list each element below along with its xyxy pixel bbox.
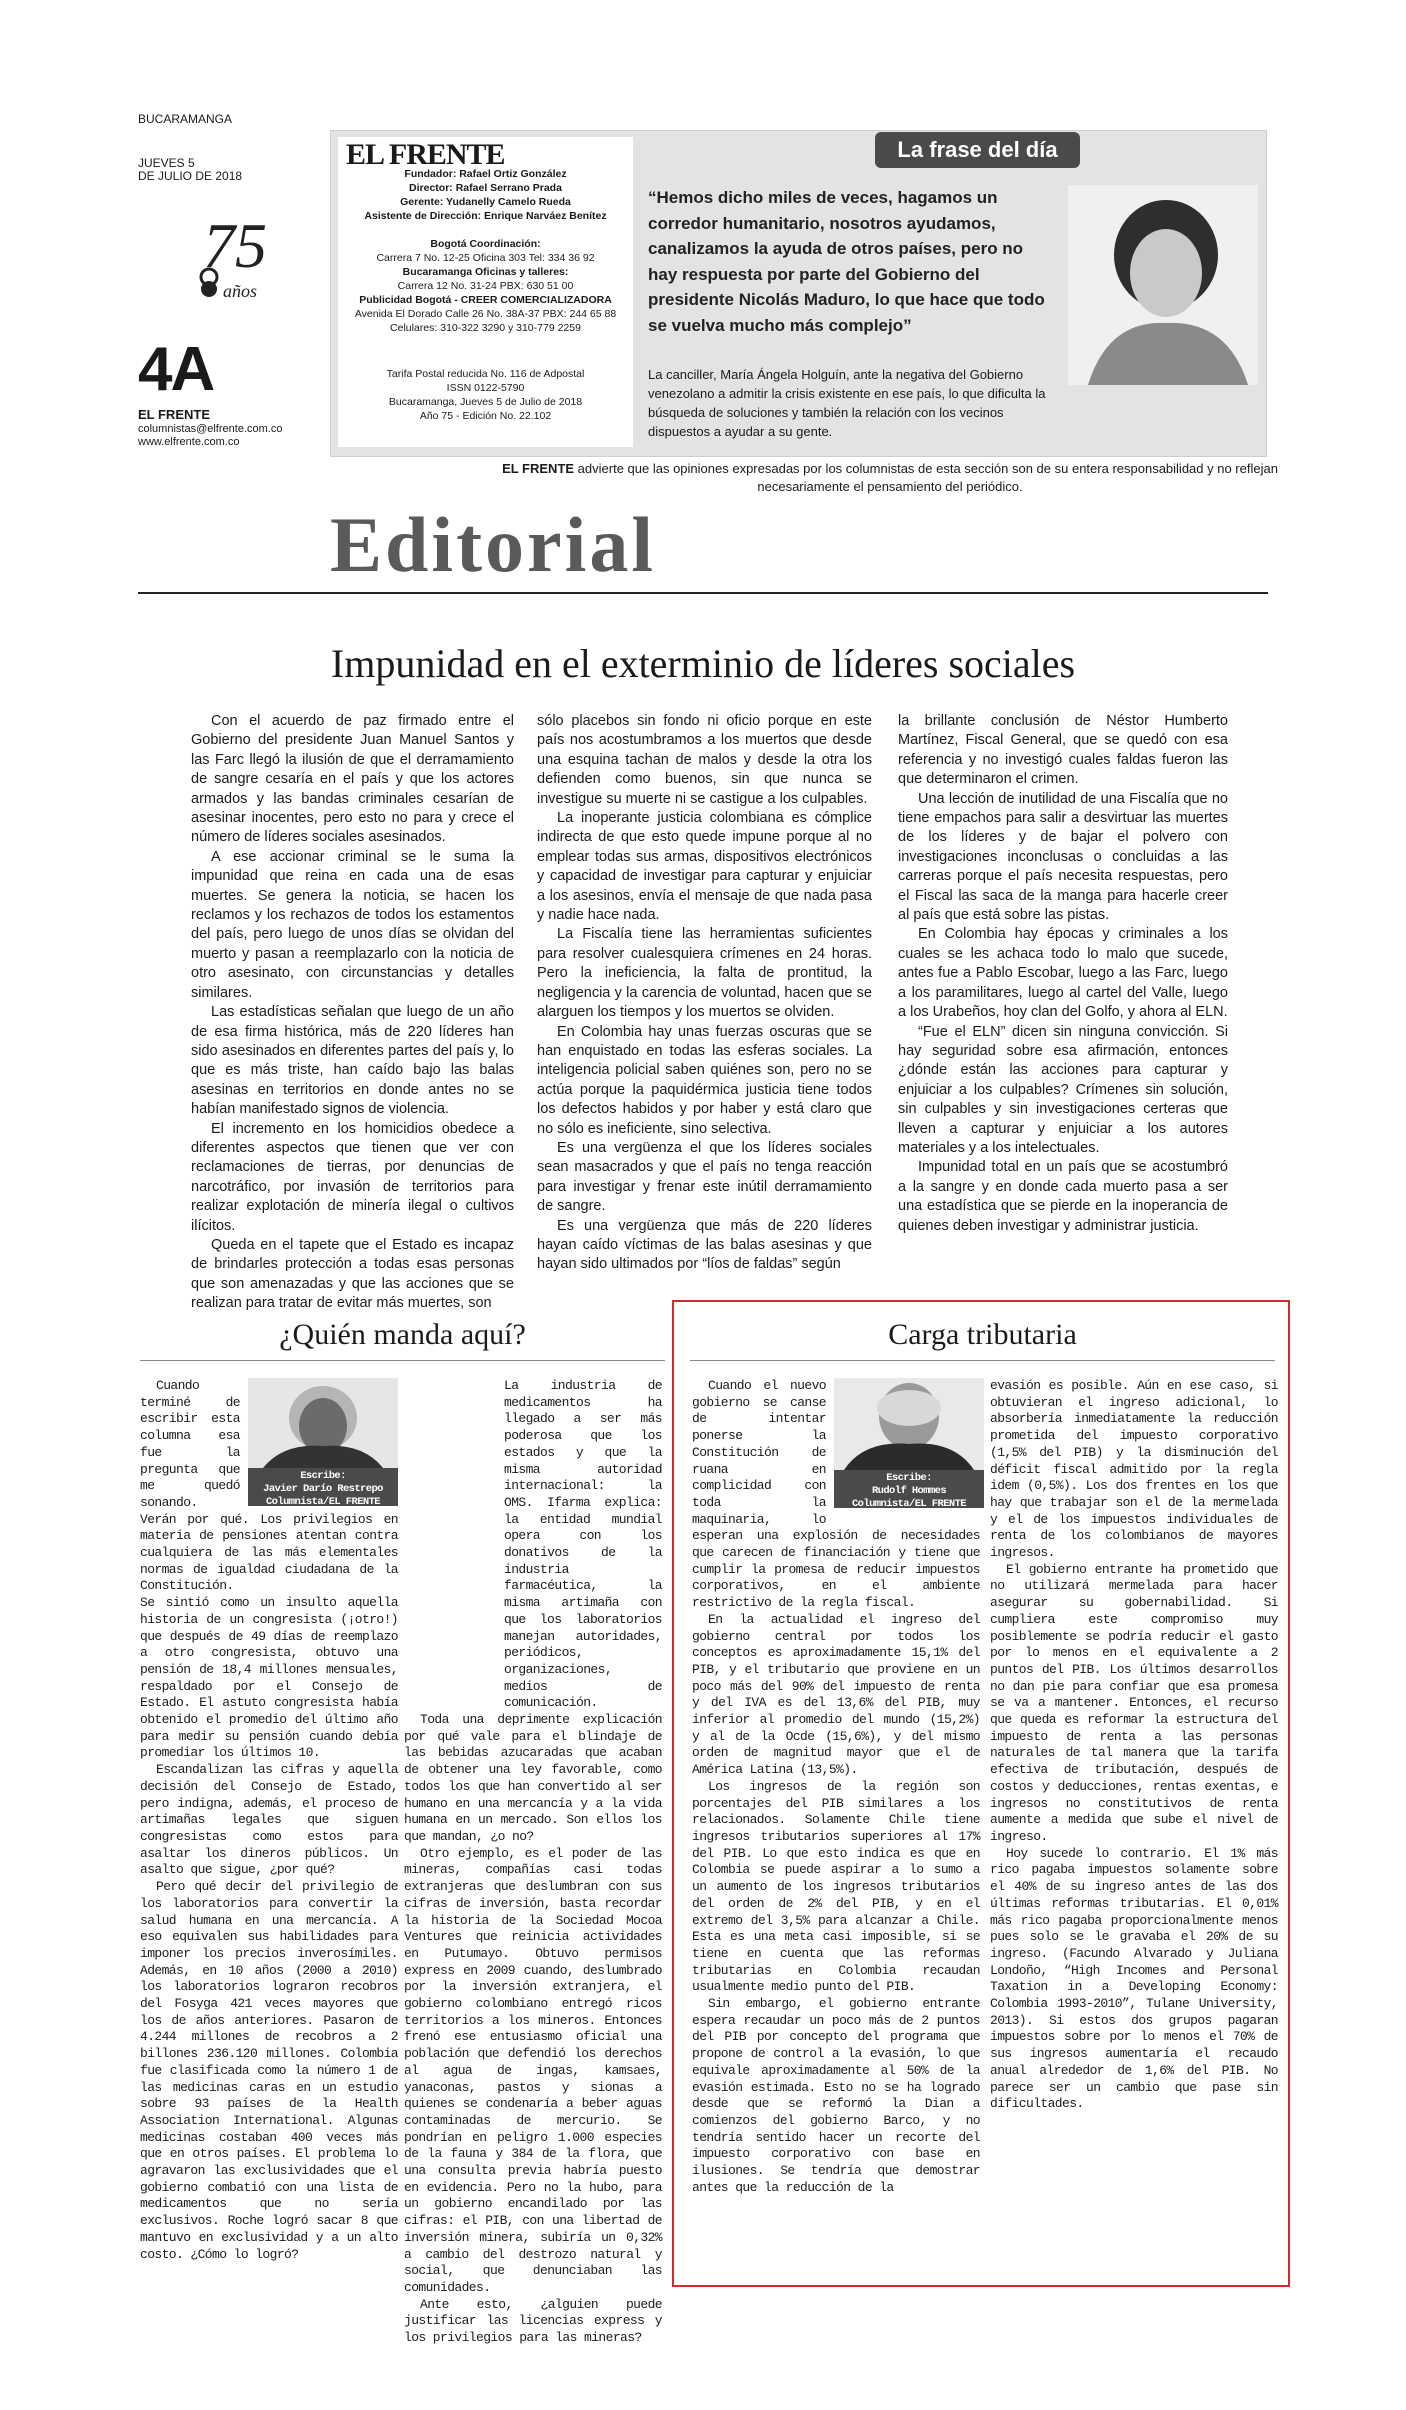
- paragraph: Es una vergüenza el que los líderes sociales sean masacrados y que el país no tenga reacción para investigar y frenar este inútil derramamiento de sangre.: [537, 1139, 872, 1215]
- section-rule: [138, 592, 1268, 594]
- publicity-address: Avenida El Dorado Calle 26 No. 38A-37 PBX: 244 65 88: [354, 308, 617, 320]
- anniversary-number: 75: [203, 210, 267, 281]
- author-photo: [834, 1378, 984, 1470]
- author-photo-box: [834, 1378, 984, 1508]
- author-photo: [248, 1378, 398, 1468]
- phones: Celulares: 310-322 3290 y 310-779 2259: [390, 322, 581, 334]
- staff-box: [338, 137, 633, 447]
- left-article-column-2: [404, 1378, 662, 2347]
- right-article-column-2: [990, 1378, 1278, 2113]
- paragraph: A ese accionar criminal se le suma la impunidad que reina en cada una de esas muertes. Se genera la noticia, se hacen los reclamos y los rechazos de todos los estamentos del país, pero luego de unos días se olvidan del muerto y pasan a reemplazarlo con la noticia de otro asesinato, con circunstancias y detalles similares.: [191, 848, 514, 1001]
- author-role: Columnista/EL FRENTE: [265, 1496, 381, 1508]
- left-article-column-1: [140, 1378, 398, 2263]
- website-link[interactable]: www.elfrente.com.co: [138, 436, 240, 448]
- title-rule: [690, 1360, 1275, 1361]
- disclaimer-paper: EL FRENTE: [502, 461, 575, 476]
- staff-manager: Gerente: Yudanelly Camelo Rueda: [400, 196, 571, 208]
- paragraph: La Fiscalía tiene las herramientas suficientes para resolver cualesquiera crímenes en 24 horas. Pero la ineficiencia, la falta de prontitud, la negligencia y la carencia de voluntad, hacen que se alarguen los tiempos y los muertos se olviden.: [537, 926, 872, 1021]
- column-title-left: ¿Quién manda aquí?: [279, 1318, 526, 1351]
- anniversary-word: años: [223, 281, 258, 301]
- section-title: Editorial: [330, 501, 657, 588]
- author-role: Columnista/EL FRENTE: [851, 1498, 967, 1510]
- disclaimer: [490, 460, 1290, 496]
- paragraph: Escandalizan las cifras y aquella decisión del Consejo de Estado, pero indigna, además, el proceso de artimañas legales que siguen congresistas como estos para asaltar los dineros públicos. Un asalto que sigue, ¿por qué?: [140, 1762, 398, 1878]
- title-rule: [140, 1360, 665, 1361]
- tarifa: Tarifa Postal reducida No. 116 de Adpostal: [386, 368, 585, 380]
- date-line2: DE JULIO DE 2018: [138, 169, 243, 183]
- contact-block: [138, 423, 282, 449]
- author-prefix: Escribe:: [300, 1470, 346, 1482]
- paragraph: evasión es posible. Aún en ese caso, si obtuvieran el ingreso adicional, lo absorbería inmediatamente la reducción prometida del impuesto corporativo (1,5% del PIB) y la disminución del déficit fiscal admitido por la regla idem (0,5%). Los dos frentes en los que hay que trabajar son el de la mermelada y el de los impuestos individuales de renta de los colombianos de mayores ingresos.: [990, 1378, 1278, 1561]
- paragraph: la brillante conclusión de Néstor Humberto Martínez, Fiscal General, que se quedó con esa referencia y no investigó cuales faldas fueron las que determinaron el crimen.: [898, 713, 1228, 788]
- paragraph: Pero qué decir del privilegio de los laboratorios para convertir la salud humana en una mercancía. A eso equivalen sus habilidades para imponer los precios inverosímiles. Además, en 10 años (2000 a 2010) los laboratorios lograron recobros del Fosyga 421 veces mayores que los de años anteriores. Pasaron de 4.244 millones de recobros a 2 billones 236.120 millones. Colombia fue clasificada como la número 1 de las medicinas caras en un estudio sobre 93 países de la Health Association International. Algunas medicinas costaban 400 veces más que en otros países. El problema lo agravaron las exclusividades que el gobierno combatió con una lista de medicamentos que no sería exclusivos. Roche logró sacar 8 que mantuvo en exclusividad y a un alto costo. ¿Cómo lo logró?: [140, 1879, 398, 2262]
- staff-director: Director: Rafael Serrano Prada: [409, 182, 562, 194]
- email-link[interactable]: columnistas@elfrente.com.co: [138, 423, 283, 435]
- disclaimer-text: advierte que las opiniones expresadas por los columnistas de esta sección son de su entera responsabilidad y no reflejan necesariamente el pensamiento del periódico.: [574, 461, 1278, 494]
- paragraph: Los ingresos de la región son porcentajes del PIB similares a los relacionados. Solamente Chile tiene ingresos tributarios superiores al 17% del PIB. Lo que esto indica es que en Colombia se puede aspirar a lo sumo a un aumento de los ingresos tributarios del orden de 2% del PIB, y en el extremo del 3,5% para alcanzar a Chile. Esta es una meta casi imposible, si se tiene en cuenta que las reformas tributarias en Colombia recaudan usualmente medio punto del PIB.: [692, 1778, 980, 1995]
- paragraph: sólo placebos sin fondo ni oficio porque en este país nos acostumbramos a los muertos que desde una esquina tachan de malos y desde la otra los defienden como buenos, sin que nunca se investigue su muerte ni se castigue a los culpables.: [537, 713, 872, 807]
- paper-name: EL FRENTE: [138, 407, 210, 422]
- publicity-title: Publicidad Bogotá - CREER COMERCIALIZADORA: [359, 294, 612, 306]
- frase-header: La frase del día: [875, 132, 1080, 168]
- paragraph: La inoperante justicia colombiana es cómplice indirecta de que esto quede impune porque al no emplear todas sus armas, dispositivos electrónicos y capacidad de investigar para capturar y enjuiciar a los asesinos, envía el mensaje de que nada pasa y nadie hace nada.: [537, 810, 872, 924]
- office1-title: Bogotá Coordinación:: [430, 238, 541, 250]
- author-tag: [834, 1470, 984, 1508]
- paragraph: El incremento en los homicidios obedece a diferentes aspectos que tienen que ver con reclamaciones de tierras, por denuncias de narcotráfico, por invasión de territorios para realizar explotación de minería ilegal o cultivos ilícitos.: [191, 1120, 514, 1234]
- date-label: [138, 157, 258, 183]
- office1-address: Carrera 7 No. 12-25 Oficina 303 Tel: 334 36 92: [376, 252, 595, 264]
- anniversary-logo: [195, 205, 295, 305]
- portrait-photo: [1068, 185, 1258, 385]
- paper-title: EL FRENTE: [346, 138, 505, 171]
- office2-title: Bucaramanga Oficinas y talleres:: [402, 266, 569, 278]
- page-number: 4A: [138, 335, 214, 404]
- paragraph: Una lección de inutilidad de una Fiscalía que no tiene empachos para salir a desvirtuar las muertes de los líderes y de bajar el polvero con investigaciones inconclusas o concluidas a las carreras porque el país necesita respuestas, pero el Fiscal las saca de la manga para hacerle creer al país que está sobre las pistas.: [898, 790, 1228, 924]
- author-photo-box: [248, 1378, 398, 1508]
- author-tag: [248, 1468, 398, 1506]
- paragraph: Se sintió como un insulto aquella historia de un congresista (¡otro!) que después de 49 días de reemplazo a otro congresista, obtuvo una pensión de 18,4 millones mensuales, respaldado por el Consejo de Estado. El astuto congresista había obtenido el promedio del último año para medir su pensión cuando debía promediar los últimos 10.: [140, 1595, 398, 1761]
- paragraph: Hoy sucede lo contrario. El 1% más rico pagaba impuestos solamente sobre el 40% de su ingreso antes de las dos últimas reformas tributarias. El 0,01% más rico pagaba proporcionalmente menos pues solo se le gravaba el 20% de su ingreso. (Facundo Alvarado y Juliana Londoño, “High Incomes and Personal Taxation in a Developing Economy: Colombia 1993-2010”, Tulane University, 2013). Si estos dos grupos pagaran impuestos sobre por lo menos el 70% de sus ingresos aumentaría el recaudo anual alrededor de 1,6% del PIB. No parece ser un cambio que pase sin dificultades.: [990, 1845, 1278, 2112]
- paragraph: La industria de medicamentos ha llegado a ser más poderosa que los estados y que la misma autoridad internacional: la OMS. Ifarma explica: la entidad mundial opera con los donativos de la industria farmacéutica, la misma artimaña con que los laboratorios manejan autoridades, periódicos, organizaciones, medios de comunicación.: [504, 1378, 662, 1711]
- paragraph: Sin embargo, el gobierno entrante espera recaudar un poco más de 2 puntos del PIB por concepto del programa que propone de control a la evasión, lo que equivale aproximadamente al 50% de la evasión estimada. Esto no se ha logrado desde que se reformó la Dian a comienzos del gobierno Barco, y no tendría sentido hacer un recorte del impuesto corporativo con base en ilusiones. Se tendría que demostrar antes que la reducción de la: [692, 1996, 980, 2195]
- photo-caption: La canciller, María Ángela Holguín, ante la negativa del Gobierno venezolano a admitir la crisis existente en ese país, lo que dificulta la búsqueda de soluciones y también la relación con los vecinos dispuestos a ayudar a su gente.: [648, 367, 1046, 439]
- paragraph: Otro ejemplo, es el poder de las mineras, compañías casi todas extranjeras que deslumbran con sus cifras de inversión, basta recordar la historia de la Sociedad Mocoa Ventures que reinicia actividades en Putumayo. Obtuvo permisos express en 2009 cuando, deslumbrado por la inversión extranjera, el gobierno colombiano entregó ricos territorios a los mineros. Entonces frenó ese entusiasmo oficial una población que defendió los derechos al agua de ingas, kamsaes, yanaconas, pastos y sionas a quienes se condenaría a beber aguas contaminadas de mercurio. Se pondrían en peligro 1.000 especies de la fauna y 384 de la flora, que una consulta previa habría puesto en evidencia. Pero no la hubo, para un gobierno encandilado por las cifras: el PIB, con una libertad de inversión minera, subiría un 0,32% a cambio del destrozo natural y social, que denunciaban las comunidades.: [404, 1845, 662, 2295]
- edition: Año 75 - Edición No. 22.102: [419, 410, 552, 422]
- issn: ISSN 0122-5790: [446, 382, 525, 394]
- editorial-column-1: [191, 712, 514, 1314]
- paragraph: Las estadísticas señalan que luego de un año de esa firma histórica, más de 220 líderes han sido asesinados en diferentes partes del país y, lo que es más triste, han caído bajo las balas asesinas en territorios en donde antes no se habían manifestado signos de violencia.: [191, 1004, 514, 1118]
- date-line1: JUEVES 5: [138, 156, 195, 170]
- paragraph: En la actualidad el ingreso del gobierno central por todos los conceptos es aproximadamente 15,1% del PIB, y el tributario que proviene en un poco más del 90% del impuesto de renta y del IVA es del 13,6% del PIB, muy inferior al promedio del mundo (15,2%) y al de la Ocde (15,6%), y del mismo orden de magnitud mayor que el de América Latina (13,5%).: [692, 1611, 980, 1778]
- editorial-column-3: [898, 712, 1228, 1236]
- author-prefix: Escribe:: [886, 1472, 932, 1484]
- city-date: Bucaramanga, Jueves 5 de Julio de 2018: [388, 396, 583, 408]
- quote-text: “Hemos dicho miles de veces, hagamos un corredor humanitario, nosotros ayudamos, canalizamos la ayuda de otros países, pero no hay respuesta por parte del Gobierno del presidente Nicolás Maduro, lo que hace que todo se vuelva mucho más complejo”: [648, 188, 1045, 335]
- paragraph: Ante esto, ¿alguien puede justificar las licencias express y los privilegios para las mineras?: [404, 2296, 662, 2346]
- paragraph: “Fue el ELN” dicen sin ninguna convicción. Si hay seguridad sobre esa afirmación, entonces ¿dónde están las acciones para capturar y enjuiciar a los culpables? Crímenes sin solución, sin culpables y sin investigaciones certeras que lleven a capturar y enjuiciar a los autores materiales y a los intelectuales.: [898, 1023, 1228, 1156]
- paragraph: Cuando terminé de escribir esta columna esa fue la pregunta que me quedó sonando. Verán por qué. Los privilegios en materia de pensiones atentan contra cualquiera de las más elementales normas de igualdad ciudadana de la Constitución.: [140, 1378, 398, 1594]
- editorial-column-2: [537, 712, 872, 1275]
- paragraph: Toda una deprimente explicación por qué vale para el blindaje de las bebidas azucaradas que acaban de obtener una ley favorable, como todos los que han convertido al ser humano en una mercancía y a la vida humana en un mercado. Son ellos los que mandan, ¿o no?: [404, 1712, 662, 1844]
- paragraph: Cuando el nuevo gobierno se canse de intentar ponerse la Constitución de ruana en complicidad con toda la maquinaria, lo esperan una explosión de necesidades que carecen de financiación y tiene que cumplir la promesa de reducir impuestos corporativos, en el ambiente restrictivo de la regla fiscal.: [692, 1378, 980, 1611]
- paragraph: Queda en el tapete que el Estado es incapaz de brindarles protección a todas esas personas que son amenazadas y que las acciones que se realizan para tratar de evitar más muertes, son: [191, 1236, 514, 1312]
- staff-assistant: Asistente de Dirección: Enrique Narváez Benítez: [364, 210, 607, 222]
- paragraph: En Colombia hay unas fuerzas oscuras que se han enquistado en todas las esferas sociales. La inteligencia policial saben quiénes son, pero no se actúa porque la paquidérmica justicia tiene todos los defectos habidos y por haber y está claro que no sólo es ineficiente, sino selectiva.: [537, 1023, 872, 1137]
- column-title-right: Carga tributaria: [888, 1318, 1077, 1351]
- city-label: BUCARAMANGA: [138, 112, 233, 126]
- headline: Impunidad en el exterminio de líderes sociales: [330, 641, 1076, 686]
- paragraph: El gobierno entrante ha prometido que no utilizará mermelada para hacer asegurar su gobernabilidad. Si cumpliera este compromiso muy posiblemente se podría reducir el gasto por lo menos en el equivalente a 2 puntos del PIB. Los últimos desarrollos no dan pie para confiar que esa promesa se va a mantener. Entonces, el recurso que queda es reformar la estructura del impuesto de renta a las personas naturales de tal manera que la tarifa efectiva de tributación, después de costos y deducciones, rentas exentas, e ingresos no constitutivos de renta aumente a medida que sube el nivel de ingreso.: [990, 1561, 1278, 1844]
- author-name: Rudolf Hommes: [871, 1485, 947, 1497]
- office2-address: Carrera 12 No. 31-24 PBX: 630 51 00: [397, 280, 574, 292]
- paragraph: En Colombia hay épocas y criminales a los cuales se les achaca todo lo malo que sucede, antes fue a Pablo Escobar, luego a las Farc, luego a los paramilitares, luego al cartel del Valle, luego a los Urabeños, hoy clan del Golfo, y ahora al ELN.: [898, 926, 1228, 1021]
- right-article-column-1: [692, 1378, 980, 2196]
- staff-founder: Fundador: Rafael Ortiz González: [404, 168, 567, 180]
- paragraph: Con el acuerdo de paz firmado entre el Gobierno del presidente Juan Manuel Santos y las Farc llegó la ilusión de que el derramamiento de sangre cesaría en el país y que los actores armados y las bandas criminales cesarían de asesinar inocentes, pero esto no para y crece el número de líderes sociales asesinados.: [191, 713, 514, 846]
- paragraph: Es una vergüenza que más de 220 líderes hayan caído víctimas de las balas asesinas y que hayan sido ultimados por “líos de faldas” según: [537, 1217, 872, 1273]
- paragraph: Impunidad total en un país que se acostumbró a la sangre y en donde cada muerto pasa a ser una estadística que se pierde en la inoperancia de quienes deben investigar y administrar justicia.: [898, 1159, 1228, 1234]
- author-name: Javier Darío Restrepo: [263, 1483, 383, 1495]
